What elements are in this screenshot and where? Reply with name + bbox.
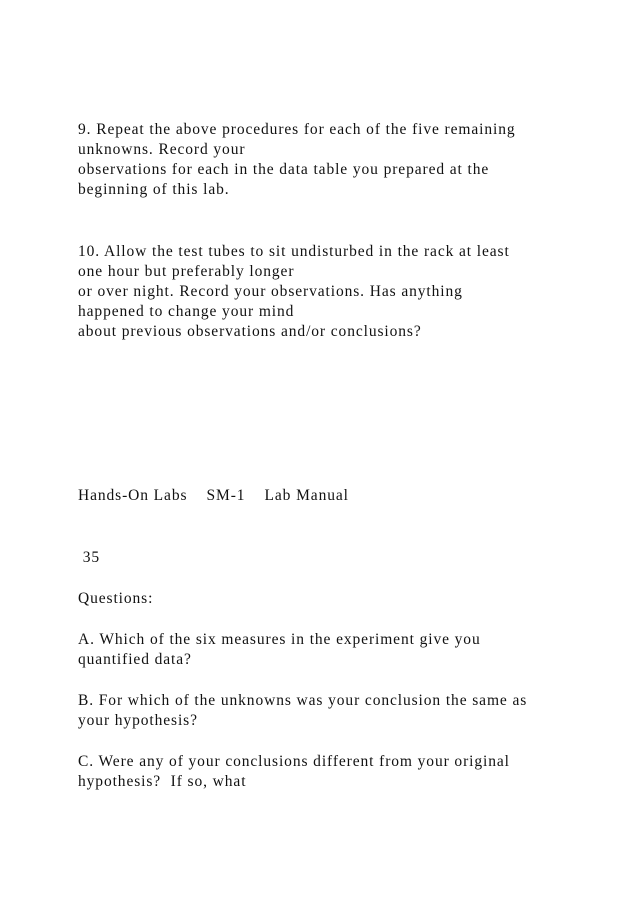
question-a-line: A. Which of the six measures in the experiment give you	[78, 631, 481, 648]
question-c-line: hypothesis? If so, what	[78, 773, 247, 790]
page-number: 35	[78, 549, 101, 566]
question-b-line: B. For which of the unknowns was your conclusion the same as	[78, 692, 528, 709]
question-c-line: C. Were any of your conclusions different from your original	[78, 753, 510, 770]
question-a-line: quantified data?	[78, 651, 192, 668]
step-9-line: observations for each in the data table you prepared at the	[78, 161, 490, 178]
step-10-line: or over night. Record your observations. Has anything	[78, 283, 463, 300]
page-footer: Hands-On Labs SM-1 Lab Manual	[78, 487, 349, 504]
step-10-line: one hour but preferably longer	[78, 263, 295, 280]
step-10-line: happened to change your mind	[78, 303, 295, 320]
step-10-line: 10. Allow the test tubes to sit undisturbed in the rack at least	[78, 243, 510, 260]
step-9-line: 9. Repeat the above procedures for each of the five remaining	[78, 121, 516, 138]
step-10-line: about previous observations and/or conclusions?	[78, 323, 422, 340]
question-b-line: your hypothesis?	[78, 712, 198, 729]
step-9-line: beginning of this lab.	[78, 181, 230, 198]
step-9-line: unknowns. Record your	[78, 141, 246, 158]
questions-heading: Questions:	[78, 590, 154, 607]
